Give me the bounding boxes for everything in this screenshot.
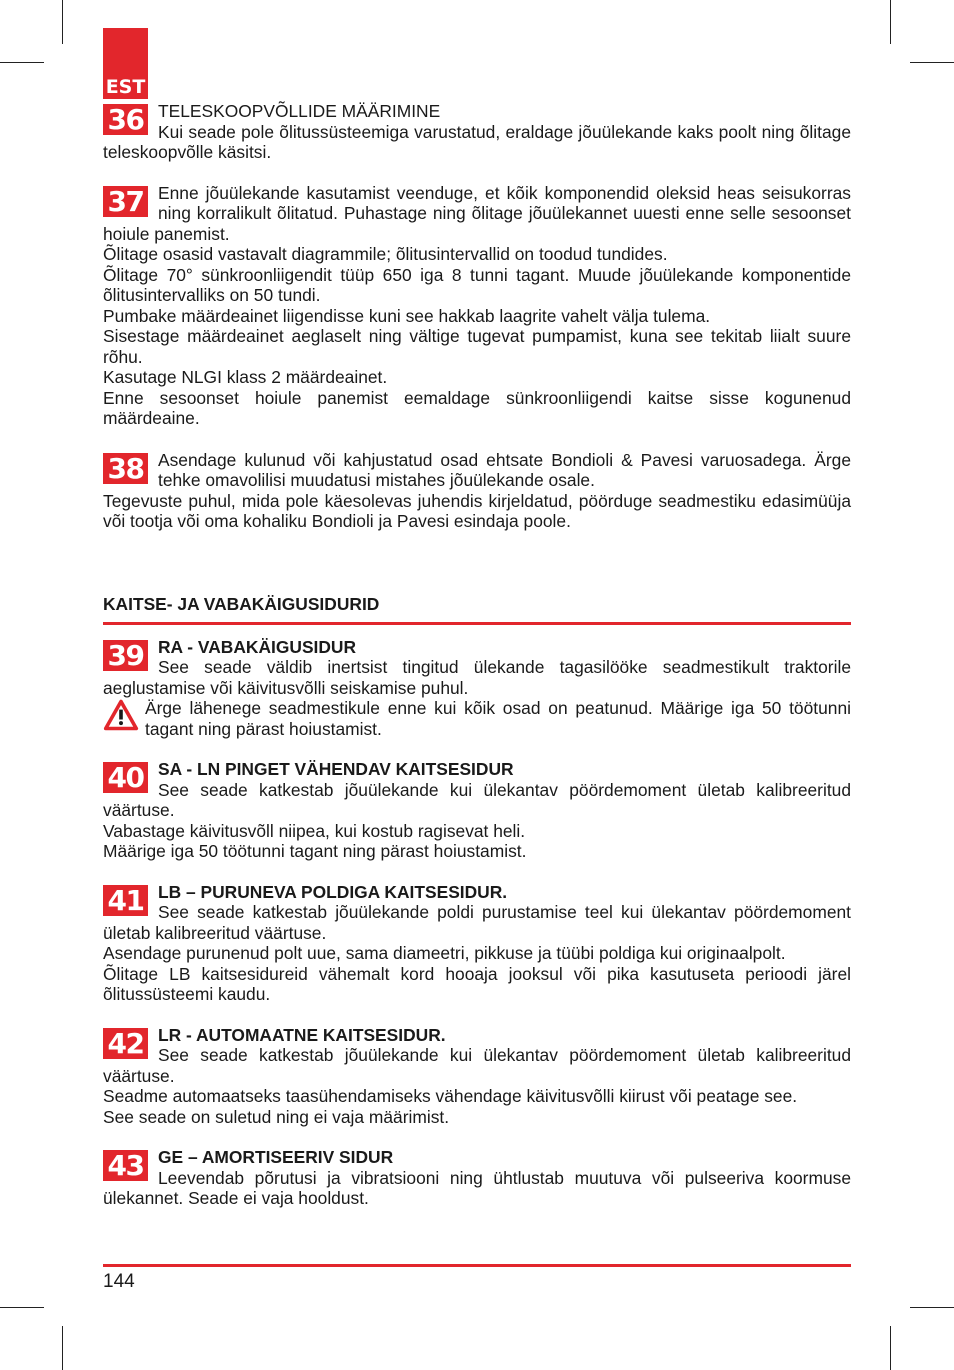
section-heading: TELESKOOPVÕLLIDE MÄÄRIMINE [158, 101, 441, 121]
paragraph: Määrige iga 50 töötunni tagant ning pärast hoiustamist. [103, 841, 527, 861]
paragraph: Vabastage käivitusvõll niipea, kui kostub ragisevat heli. [103, 820, 526, 841]
section-39 [103, 637, 851, 740]
warning-note [103, 698, 851, 739]
section-number-badge: 40 [103, 762, 148, 793]
section-heading: SA - LN PINGET VÄHENDAV KAITSESIDUR [158, 759, 514, 779]
section-heading: RA - VABAKÄIGUSIDUR [158, 636, 357, 657]
crop-mark [910, 62, 954, 63]
section-37 [103, 183, 851, 429]
section-41 [103, 882, 851, 1005]
crop-mark [890, 0, 891, 44]
section-40 [103, 759, 851, 862]
language-tab: EST [103, 28, 148, 99]
paragraph: Kui seade pole õlitussüsteemiga varustatud, eraldage jõuülekande kaks poolt ning õlitage teleskoopvõlle käsitsi. [103, 121, 851, 162]
warning-text: Ärge lähenege seadmestikule enne kui kõik osad on peatunud. Määrige iga 50 töötunni tagant ning pärast hoiustamist. [145, 698, 851, 739]
paragraph: See seade on suletud ning ei vaja määrimist. [103, 1106, 450, 1127]
paragraph: Seadme automaatseks taasühendamiseks vähendage käivitusvõlli kiirust või peatage see. [103, 1086, 798, 1106]
section-number-badge: 37 [103, 186, 148, 217]
paragraph: See seade väldib inertsist tingitud ülekande tagasilööke seadmestikult traktorile aeglustamise või käivitusvõlli seiskamise puhul. [103, 657, 851, 698]
paragraph: Asendage purunenud polt uue, sama diameetri, pikkuse ja tüübi poldiga kui originaalpolt. [103, 943, 786, 963]
section-number-badge: 42 [103, 1028, 148, 1059]
crop-mark [0, 1307, 44, 1308]
section-heading: GE – AMORTISEERIV SIDUR [158, 1147, 394, 1167]
section-number-badge: 36 [103, 104, 148, 135]
paragraph: Enne jõuülekande kasutamist veenduge, et kõik komponendid oleksid heas seisukorras ning korralikult õlitatud. Puhastage ning õlitage jõuülekannet uuesti enne selle sesoonset hoiule panemist. [103, 182, 851, 244]
page-number: 144 [103, 1271, 135, 1292]
paragraph: Kasutage NLGI klass 2 määrdeainet. [103, 367, 388, 387]
crop-mark [890, 1326, 891, 1370]
crop-mark [0, 62, 44, 63]
page-content [103, 101, 851, 1209]
section-number-badge: 43 [103, 1150, 148, 1181]
section-number-badge: 38 [103, 453, 148, 484]
paragraph: Asendage kulunud või kahjustatud osad ehtsate Bondioli & Pavesi varuosadega. Ärge tehke omavolilisi muudatusi mistahes jõuülekande osale. [158, 449, 851, 490]
paragraph: See seade katkestab jõuülekande kui ülekantav pöördemoment ületab kalibreeritud väärtuse. [103, 779, 851, 820]
section-42 [103, 1025, 851, 1128]
paragraph: Tegevuste puhul, mida pole käesolevas juhendis kirjeldatud, pöörduge seadmestiku edasimüüja või tootja või oma kohaliku Bondioli ja Pavesi esindaja poole. [103, 490, 851, 531]
section-heading: LR - AUTOMAATNE KAITSESIDUR. [158, 1024, 446, 1045]
paragraph: Leevendab põrutusi ja vibratsiooni ning ühtlustab muutuva või pulseeriva koormuse ülekannet. Seade ei vaja hooldust. [103, 1167, 851, 1208]
section-title: KAITSE- JA VABAKÄIGUSIDURID [103, 594, 851, 625]
paragraph: Õlitage 70° sünkroonliigendit tüüp 650 iga 8 tunni tagant. Muude jõuülekande komponentide õlitusintervalliks on 50 tundi. [103, 264, 851, 305]
section-43 [103, 1147, 851, 1209]
section-number-badge: 41 [103, 885, 148, 916]
footer-rule [103, 1264, 851, 1267]
crop-mark [62, 1326, 63, 1370]
paragraph: See seade katkestab jõuülekande poldi purustamise teel kui ülekantav pöördemoment ületab kalibreeritud väärtuse. [103, 902, 851, 943]
paragraph: Õlitage LB kaitsesidureid vähemalt kord hooaja jooksul või pika kasutuseta perioodi järel õlitussüsteemi kaudu. [103, 963, 851, 1004]
paragraph: Sisestage määrdeainet aeglaselt ning vältige tugevat pumpamist, kuna see tekitab liialt suure rõhu. [103, 326, 851, 367]
paragraph: Õlitage osasid vastavalt diagrammile; õlitusintervallid on toodud tundides. [103, 244, 668, 264]
paragraph: Pumbake määrdeainet liigendisse kuni see hakkab laagrite vahelt välja tulema. [103, 305, 711, 326]
warning-triangle-icon [103, 698, 139, 732]
crop-mark [910, 1307, 954, 1308]
paragraph: Enne sesoonset hoiule panemist eemaldage sünkroonliigendi kaitse sisse kogunenud määrdeaine. [103, 387, 851, 428]
paragraph: See seade katkestab jõuülekande kui ülekantav pöördemoment ületab kalibreeritud väärtuse. [103, 1045, 851, 1086]
section-38 [103, 450, 851, 532]
section-36 [103, 101, 851, 163]
crop-mark [62, 0, 63, 44]
section-heading: LB – PURUNEVA POLDIGA KAITSESIDUR. [158, 881, 508, 902]
section-number-badge: 39 [103, 640, 148, 671]
